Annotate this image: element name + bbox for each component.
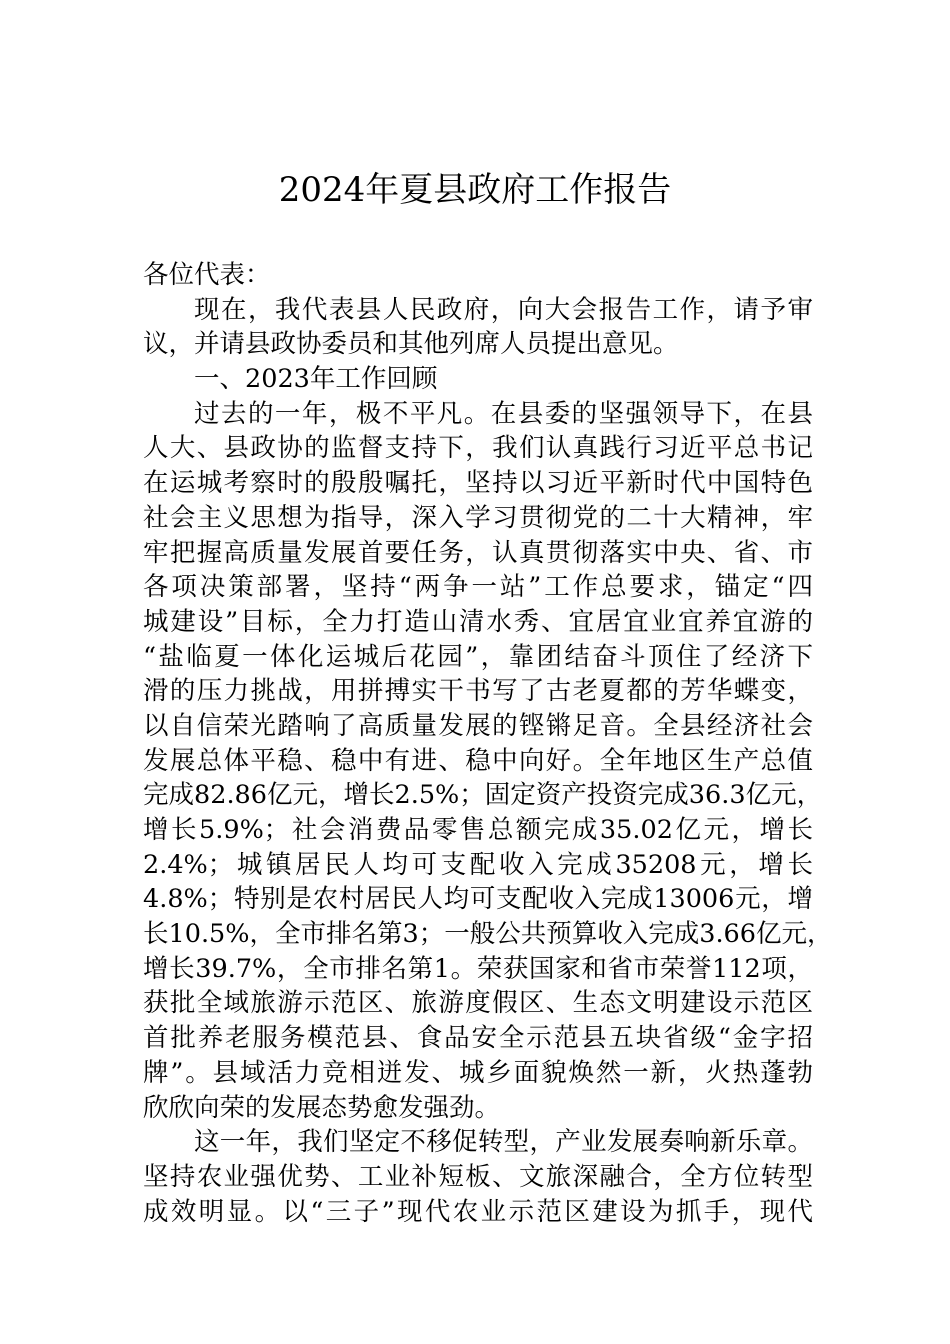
text-line: 首批养老服务模范县、食品安全示范县五块省级“金字招 <box>143 1023 813 1054</box>
document-title: 2024年夏县政府工作报告 <box>278 170 672 210</box>
text-line: 发展总体平稳、稳中有进、稳中向好。全年地区生产总值 <box>143 745 813 776</box>
text-line: 牢把握高质量发展首要任务，认真贯彻落实中央、省、市 <box>143 537 813 568</box>
document-body <box>143 258 833 1229</box>
text-line: 2.4%；城镇居民人均可支配收入完成35208元，增长 <box>143 849 813 880</box>
text-line: 这一年，我们坚定不移促转型，产业发展奏响新乐章。 <box>194 1127 813 1158</box>
text-line: 完成82.86亿元，增长2.5%；固定资产投资完成36.3亿元， <box>143 780 823 811</box>
text-line: 牌”。县域活力竞相迸发、城乡面貌焕然一新，火热蓬勃 <box>143 1057 813 1088</box>
text-line: 在运城考察时的殷殷嘱托，坚持以习近平新时代中国特色 <box>143 468 813 499</box>
text-line: 获批全域旅游示范区、旅游度假区、生态文明建设示范区 <box>143 988 813 1019</box>
text-line: 城建设”目标，全力打造山清水秀、宜居宜业宜养宜游的 <box>143 606 813 637</box>
text-line: 社会主义思想为指导，深入学习贯彻党的二十大精神，牢 <box>143 502 813 533</box>
text-line: 成效明显。以“三子”现代农业示范区建设为抓手，现代 <box>143 1196 813 1227</box>
text-line: 滑的压力挑战，用拼搏实干书写了古老夏都的芳华蝶变， <box>143 676 813 707</box>
text-line: 过去的一年，极不平凡。在县委的坚强领导下，在县 <box>194 398 813 429</box>
text-line: 坚持农业强优势、工业补短板、文旅深融合，全方位转型 <box>143 1161 813 1192</box>
text-line: 一、2023年工作回顾 <box>194 364 438 395</box>
text-line: 长10.5%，全市排名第3；一般公共预算收入完成3.66亿元， <box>143 919 833 950</box>
text-line: 各项决策部署，坚持“两争一站”工作总要求，锚定“四 <box>143 572 813 603</box>
text-line: 现在，我代表县人民政府，向大会报告工作，请予审 <box>194 294 813 325</box>
text-line: 4.8%；特别是农村居民人均可支配收入完成13006元，增 <box>143 884 813 915</box>
text-line: 议，并请县政协委员和其他列席人员提出意见。 <box>143 329 679 360</box>
text-line: 各位代表： <box>143 260 271 290</box>
text-line: “盐临夏一体化运城后花园”，靠团结奋斗顶住了经济下 <box>143 641 813 672</box>
text-line: 增长5.9%；社会消费品零售总额完成35.02亿元，增长 <box>143 815 813 845</box>
text-line: 以自信荣光踏响了高质量发展的铿锵足音。全县经济社会 <box>143 710 813 741</box>
text-line: 增长39.7%，全市排名第1。荣获国家和省市荣誉112项， <box>143 953 813 984</box>
text-line: 欣欣向荣的发展态势愈发强劲。 <box>143 1092 501 1123</box>
text-line: 人大、县政协的监督支持下，我们认真践行习近平总书记 <box>143 433 813 464</box>
